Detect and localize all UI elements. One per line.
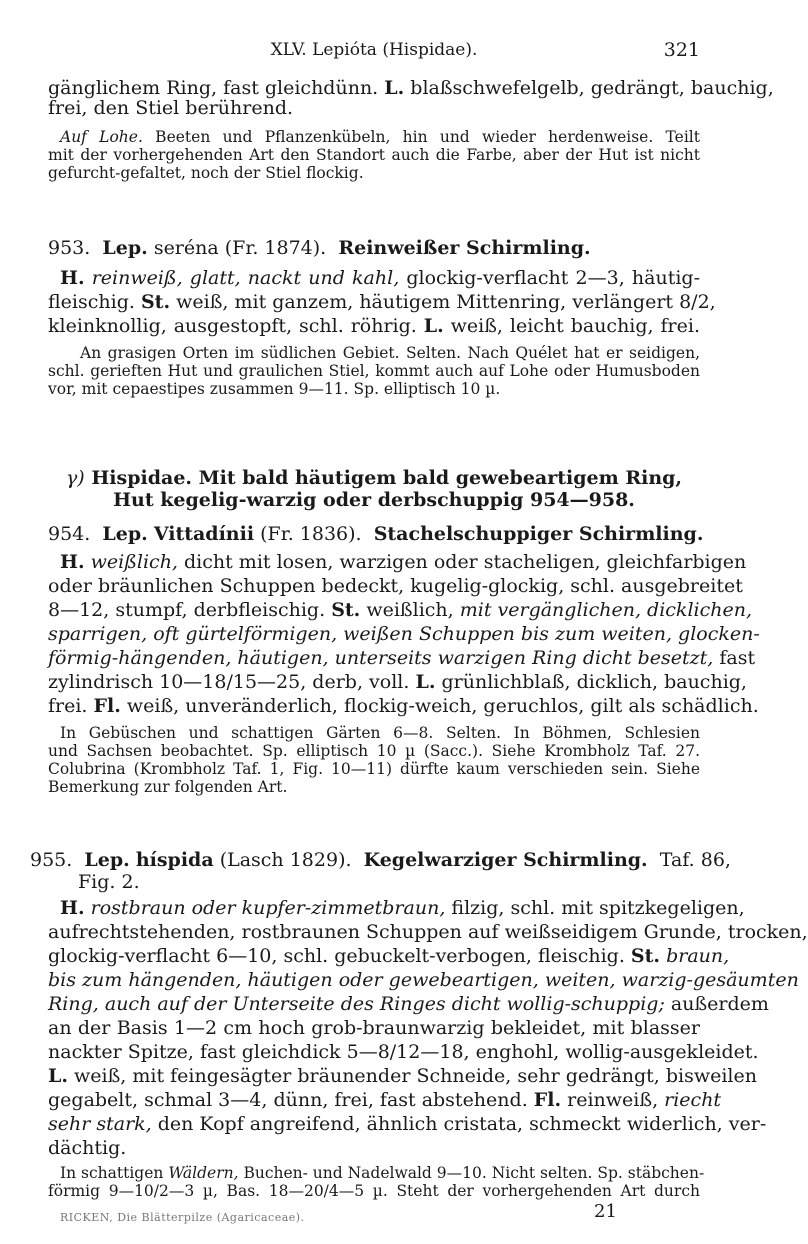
species-955-line-1: H. rostbraun oder kupfer-zimmetbraun, filzig, schl. mit spitzkegeligen, (60, 897, 745, 919)
species-955-line-4: bis zum hängenden, häutigen oder gewebeartigen, weiten, warzig-gesäumten (48, 969, 799, 991)
intro-note-3: gefurcht-gefaltet, noch der Stiel flockig. (48, 164, 364, 182)
footer-signature: RICKEN, Die Blätterpilze (Agaricaceae). (60, 1211, 305, 1224)
species-955-line-8: L. weiß, mit feingesägter bräunender Schneide, sehr gedrängt, bisweilen (48, 1065, 757, 1087)
species-955-line-2: aufrechtstehenden, rostbraunen Schuppen auf weißseidigem Grunde, trocken, (48, 921, 808, 943)
species-954-heading: 954. Lep. Vittadínii (Fr. 1836). Stachelschuppiger Schirmling. (48, 523, 704, 545)
intro-note-1: Auf Lohe. Beeten und Pflanzenkübeln, hin und wieder herdenweise. Teilt (60, 128, 700, 146)
running-header (48, 38, 700, 62)
species-955-line-5: Ring, auch auf der Unterseite des Ringes dicht wollig-schuppig; außerdem (48, 993, 769, 1015)
species-953-line-3: kleinknollig, ausgestopft, schl. röhrig. L. weiß, leicht bauchig, frei. (48, 315, 700, 337)
species-955-note-2: förmig 9—10/2—3 µ, Bas. 18—20/4—5 µ. Steht der vorhergehenden Art durch (48, 1182, 700, 1200)
species-953-line-1: H. reinweiß, glatt, nackt und kahl, glockig-verflacht 2—3, häutig- (60, 267, 700, 289)
species-954-line-6: zylindrisch 10—18/15—25, derb, voll. L. grünlichblaß, dicklich, bauchig, (48, 671, 747, 693)
species-953-note-1: An grasigen Orten im südlichen Gebiet. Selten. Nach Quélet hat er seidigen, (80, 344, 700, 362)
species-954-line-3: 8—12, stumpf, derbfleischig. St. weißlich, mit vergänglichen, dicklichen, (48, 599, 752, 621)
species-953-heading: 953. Lep. seréna (Fr. 1874). Reinweißer Schirmling. (48, 237, 591, 259)
intro-line-1: gänglichem Ring, fast gleichdünn. L. blaßschwefelgelb, gedrängt, bauchig, (48, 77, 774, 99)
species-954-note-1: In Gebüschen und schattigen Gärten 6—8. Selten. In Böhmen, Schlesien (60, 724, 700, 742)
running-header-title: XLV. Lepióta (Hispidae). (270, 40, 478, 60)
intro-note-2: mit der vorhergehenden Art den Standort auch die Farbe, aber der Hut ist nicht (48, 146, 700, 164)
species-954-line-2: oder bräunlichen Schuppen bedeckt, kugelig-glockig, schl. ausgebreitet (48, 575, 743, 597)
species-955-line-6: an der Basis 1—2 cm hoch grob-braunwarzig bekleidet, mit blasser (48, 1017, 700, 1039)
species-954-note-2: und Sachsen beobachtet. Sp. elliptisch 10 µ (Sacc.). Siehe Krombholz Taf. 27. (48, 742, 700, 760)
species-954-note-4: Bemerkung zur folgenden Art. (48, 778, 288, 796)
species-955-line-11: dächtig. (48, 1137, 127, 1159)
group-heading-line-2: Hut kegelig-warzig oder derbschuppig 954—958. (113, 489, 635, 511)
species-955-line-3: glockig-verflacht 6—10, schl. gebuckelt-verbogen, fleischig. St. braun, (48, 945, 730, 967)
species-953-note-3: vor, mit cepaestipes zusammen 9—11. Sp. elliptisch 10 µ. (48, 380, 501, 398)
species-955-note-1: In schattigen Wäldern, Buchen- und Nadelwald 9—10. Nicht selten. Sp. stäbchen- (60, 1164, 705, 1182)
species-954-line-5: förmig-hängenden, häutigen, unterseits warzigen Ring dicht besetzt, fast (48, 647, 756, 669)
signature-number: 21 (594, 1201, 617, 1222)
species-955-line-7: nackter Spitze, fast gleichdick 5—8/12—18, enghohl, wollig-ausgekleidet. (48, 1041, 759, 1063)
page-number: 321 (663, 39, 700, 61)
species-954-line-4: sparrigen, oft gürtelförmigen, weißen Schuppen bis zum weiten, glocken- (48, 623, 760, 645)
species-954-line-1: H. weißlich, dicht mit losen, warzigen oder stacheligen, gleichfarbigen (60, 551, 747, 573)
intro-line-2: frei, den Stiel berührend. (48, 97, 294, 119)
species-955-line-9: gegabelt, schmal 3—4, dünn, frei, fast abstehend. Fl. reinweiß, riecht (48, 1089, 722, 1111)
species-955-fig: Fig. 2. (78, 871, 140, 893)
species-954-note-3: Colubrina (Krombholz Taf. 1, Fig. 10—11) dürfte kaum verschieden sein. Siehe (48, 760, 700, 778)
species-955-heading: 955. Lep. híspida (Lasch 1829). Kegelwarziger Schirmling. Taf. 86, (30, 849, 731, 871)
species-953-note-2: schl. gerieften Hut und graulichen Stiel, kommt auch auf Lohe oder Humusboden (48, 362, 700, 380)
species-954-line-7: frei. Fl. weiß, unveränderlich, flockig-weich, geruchlos, gilt als schädlich. (48, 695, 759, 717)
group-heading-line-1: γ) Hispidae. Mit bald häutigem bald gewebeartigem Ring, (65, 467, 683, 489)
species-953-line-2: fleischig. St. weiß, mit ganzem, häutigem Mittenring, verlängert 8/2, (48, 291, 716, 313)
species-955-line-10: sehr stark, den Kopf angreifend, ähnlich cristata, schmeckt widerlich, ver- (48, 1113, 767, 1135)
